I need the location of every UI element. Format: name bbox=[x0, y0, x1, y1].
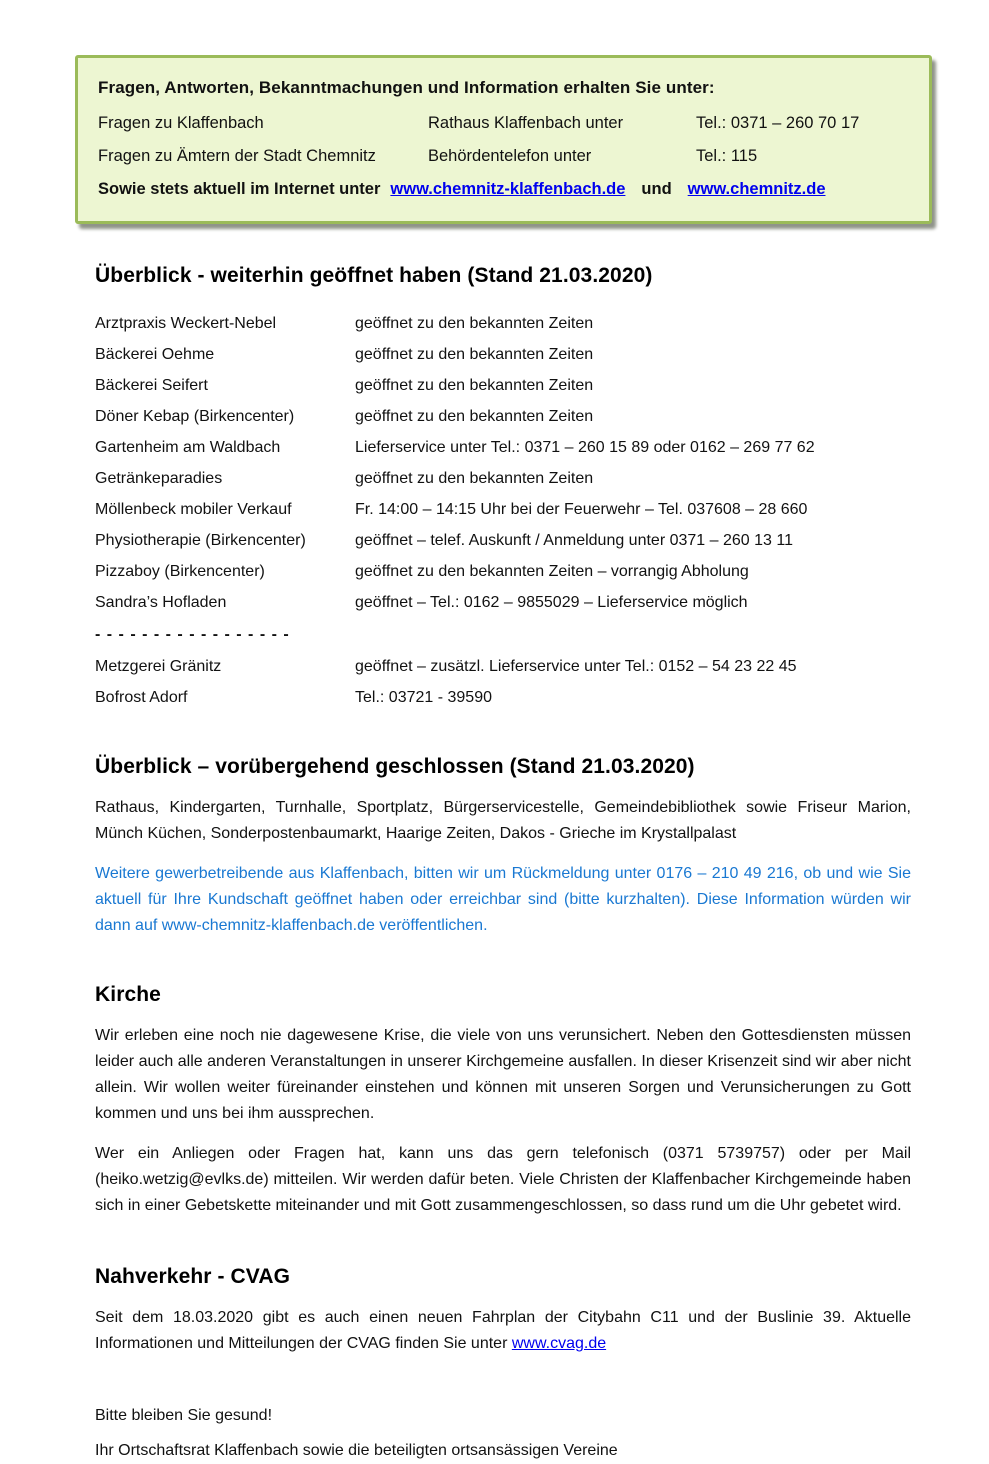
closed-list-paragraph: Rathaus, Kindergarten, Turnhalle, Sportplatz, Bürgerservicestelle, Gemeindebibliothek sowie Friseur Marion, Münch Küchen, Sonderpostenbaumarkt, Haarige Zeiten, Dakos - Grieche im Krystallpalast bbox=[95, 799, 911, 842]
link-chemnitz-klaffenbach[interactable]: www.chemnitz-klaffenbach.de bbox=[390, 180, 626, 198]
entry-name: Möllenbeck mobiler Verkauf bbox=[95, 501, 292, 518]
entry-info: Fr. 14:00 – 14:15 Uhr bei der Feuerwehr – Tel. 037608 – 28 660 bbox=[355, 501, 808, 518]
entry-name: Gartenheim am Waldbach bbox=[95, 439, 281, 456]
entry-info: Tel.: 03721 - 39590 bbox=[355, 689, 492, 706]
entry-info: geöffnet zu den bekannten Zeiten – vorrangig Abholung bbox=[355, 563, 749, 580]
heading-closed: Überblick – vorübergehend geschlossen (Stand 21.03.2020) bbox=[95, 755, 695, 778]
list-item bbox=[95, 463, 911, 494]
entry-info: geöffnet zu den bekannten Zeiten bbox=[355, 408, 594, 425]
entry-name: Physiotherapie (Birkencenter) bbox=[95, 532, 306, 549]
entry-info: geöffnet – telef. Auskunft / Anmeldung unter 0371 – 260 13 11 bbox=[355, 532, 793, 549]
list-item bbox=[95, 587, 911, 618]
nahverkehr-text: Seit dem 18.03.2020 gibt es auch einen neuen Fahrplan der Citybahn C11 und der Buslinie 39. Aktuelle Informationen und Mitteilungen der CVAG finden Sie unter bbox=[95, 1309, 911, 1352]
entry-name: Arztpraxis Weckert-Nebel bbox=[95, 315, 277, 332]
blue-notice-paragraph: Weitere gewerbetreibende aus Klaffenbach, bitten wir um Rückmeldung unter 0176 – 210 49 216, ob und wie Sie aktuell für Ihre Kundschaft geöffnet haben oder erreichbar sind (bitte kurzhalten). Diese Information würden wir dann auf www-chemnitz-klaffenbach.de veröffentlichen. bbox=[95, 865, 911, 934]
list-item bbox=[95, 525, 911, 556]
list-item bbox=[95, 432, 911, 463]
list-item bbox=[95, 556, 911, 587]
list-item bbox=[95, 339, 911, 370]
entry-info: Lieferservice unter Tel.: 0371 – 260 15 89 oder 0162 – 269 77 62 bbox=[355, 439, 815, 456]
entry-info: geöffnet – Tel.: 0162 – 9855029 – Lieferservice möglich bbox=[355, 594, 748, 611]
closing-line-1: Bitte bleiben Sie gesund! bbox=[95, 1407, 273, 1424]
list-item bbox=[95, 308, 911, 339]
heading-open: Überblick - weiterhin geöffnet haben (Stand 21.03.2020) bbox=[95, 264, 653, 287]
heading-nahverkehr: Nahverkehr - CVAG bbox=[95, 1265, 291, 1288]
entry-name: Pizzaboy (Birkencenter) bbox=[95, 563, 265, 580]
and-label: und bbox=[641, 180, 672, 198]
info-place: Rathaus Klaffenbach unter bbox=[428, 114, 624, 132]
info-topic: Fragen zu Klaffenbach bbox=[98, 114, 264, 132]
info-box bbox=[75, 55, 932, 224]
dashed-separator: - - - - - - - - - - - - - - - - - bbox=[95, 626, 290, 643]
list-item bbox=[95, 401, 911, 432]
entry-info: geöffnet zu den bekannten Zeiten bbox=[355, 346, 594, 363]
entry-info: geöffnet – zusätzl. Lieferservice unter Tel.: 0152 – 54 23 22 45 bbox=[355, 658, 797, 675]
entry-name: Getränkeparadies bbox=[95, 470, 223, 487]
kirche-paragraph-1: Wir erleben eine noch nie dagewesene Krise, die viele von uns verunsichert. Neben den Gottesdiensten müssen leider auch alle anderen Veranstaltungen in unserer Kirchgemeine ausfallen. In dieser Krisenzeit sind wir aber nicht allein. Wir wollen weiter füreinander einstehen und können mit unseren Sorgen und Verunsicherungen zu Gott kommen und uns bei ihm aussprechen. bbox=[95, 1027, 911, 1122]
entry-name: Bäckerei Oehme bbox=[95, 346, 215, 363]
info-box-row bbox=[98, 147, 909, 166]
entry-info: geöffnet zu den bekannten Zeiten bbox=[355, 315, 594, 332]
info-box-internet-row bbox=[98, 180, 909, 199]
list-item bbox=[95, 494, 911, 525]
list-item bbox=[95, 651, 911, 682]
document-page bbox=[0, 55, 989, 1459]
info-place: Behördentelefon unter bbox=[428, 147, 592, 165]
entry-name: Bäckerei Seifert bbox=[95, 377, 208, 394]
heading-kirche: Kirche bbox=[95, 983, 161, 1006]
entry-name: Bofrost Adorf bbox=[95, 689, 188, 706]
entry-name: Sandra’s Hofladen bbox=[95, 594, 227, 611]
link-cvag[interactable]: www.cvag.de bbox=[511, 1335, 607, 1352]
entry-name: Döner Kebap (Birkencenter) bbox=[95, 408, 295, 425]
entry-name: Metzgerei Gränitz bbox=[95, 658, 222, 675]
info-box-row bbox=[98, 114, 909, 133]
entry-info: geöffnet zu den bekannten Zeiten bbox=[355, 377, 594, 394]
info-box-title: Fragen, Antworten, Bekanntmachungen und Information erhalten Sie unter: bbox=[98, 78, 715, 97]
info-phone: Tel.: 0371 – 260 70 17 bbox=[696, 114, 860, 132]
list-item bbox=[95, 682, 911, 713]
info-topic: Fragen zu Ämtern der Stadt Chemnitz bbox=[98, 147, 376, 165]
closing-line-2: Ihr Ortschaftsrat Klaffenbach sowie die beteiligten ortsansässigen Vereine bbox=[95, 1442, 618, 1459]
internet-label: Sowie stets aktuell im Internet unter bbox=[98, 180, 381, 198]
kirche-paragraph-2: Wer ein Anliegen oder Fragen hat, kann uns das gern telefonisch (0371 5739757) oder per Mail (heiko.wetzig@evlks.de) mitteilen. Wir werden dafür beten. Viele Christen der Klaffenbacher Kirchgemeinde haben sich in einer Gebetskette miteinander und mit Gott zusammengeschlossen, so dass rund um die Uhr gebetet wird. bbox=[95, 1145, 911, 1214]
content-area bbox=[95, 264, 911, 1464]
info-phone: Tel.: 115 bbox=[696, 147, 758, 165]
nahverkehr-paragraph bbox=[95, 1305, 911, 1357]
list-item bbox=[95, 370, 911, 401]
link-chemnitz[interactable]: www.chemnitz.de bbox=[687, 180, 826, 198]
entry-info: geöffnet zu den bekannten Zeiten bbox=[355, 470, 594, 487]
